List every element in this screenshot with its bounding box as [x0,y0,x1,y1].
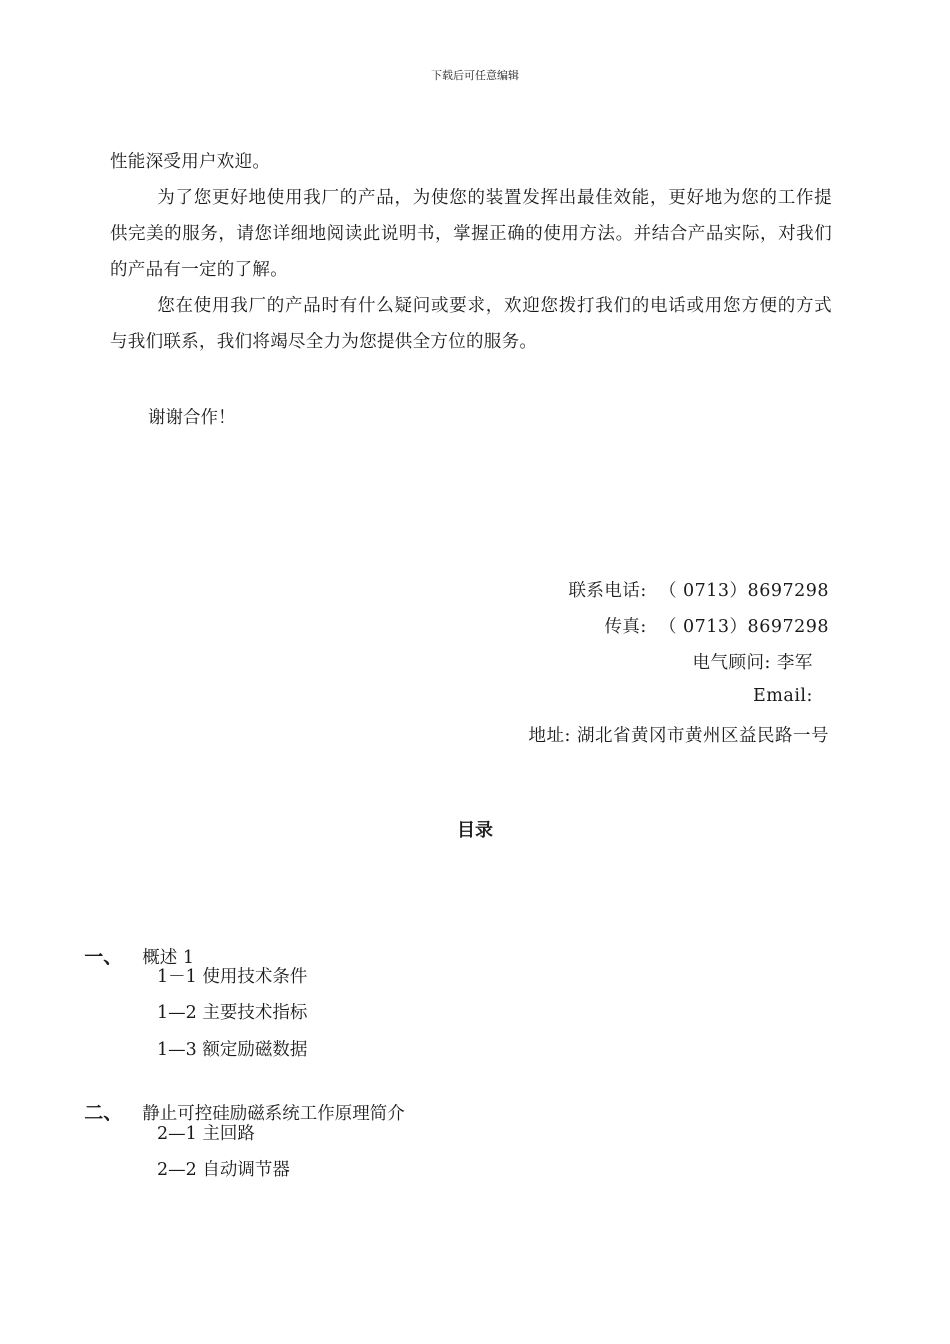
toc-subsection[interactable]: 1—2 主要技术指标 [157,1003,308,1023]
contact-email: Email: [753,686,819,706]
toc-chapter-number: 一、 [84,946,123,968]
toc-subsection[interactable]: 1—3 额定励磁数据 [157,1040,308,1060]
paragraph-usage: 为了您更好地使用我厂的产品，为使您的装置发挥出最佳效能，更好地为您的工作提供完美的服务，请您详细地阅读此说明书，掌握正确的使用方法。并结合产品实际，对我们的产品有一定的了解。 [110,188,832,280]
thanks-line: 谢谢合作！ [148,408,236,428]
toc-subsection[interactable]: 1－1 使用技术条件 [157,967,308,987]
paragraph-contact-invite: 您在使用我厂的产品时有什么疑问或要求，欢迎您拨打我们的电话或用您方便的方式与我们联系，我们将竭尽全力为您提供全方位的服务。 [110,296,832,352]
contact-phone: 联系电话: （ 0713）8697298 [568,581,829,601]
toc-chapter-title: 静止可控硅励磁系统工作原理简介 [142,1104,405,1124]
header-note: 下载后可任意编辑 [431,69,519,82]
paragraph-intro-end: 性能深受用户欢迎。 [110,152,271,172]
toc-subsection[interactable]: 2—2 自动调节器 [157,1160,290,1180]
toc-title: 目录 [457,820,493,841]
contact-fax: 传真: （ 0713）8697298 [604,617,829,637]
toc-chapter-number: 二、 [84,1102,123,1124]
toc-chapter-title: 概述 1 [142,948,194,968]
contact-advisor: 电气顾问: 李军 [692,653,819,673]
contact-address: 地址: 湖北省黄冈市黄州区益民路一号 [528,726,829,746]
toc-subsection[interactable]: 2—1 主回路 [157,1124,255,1144]
